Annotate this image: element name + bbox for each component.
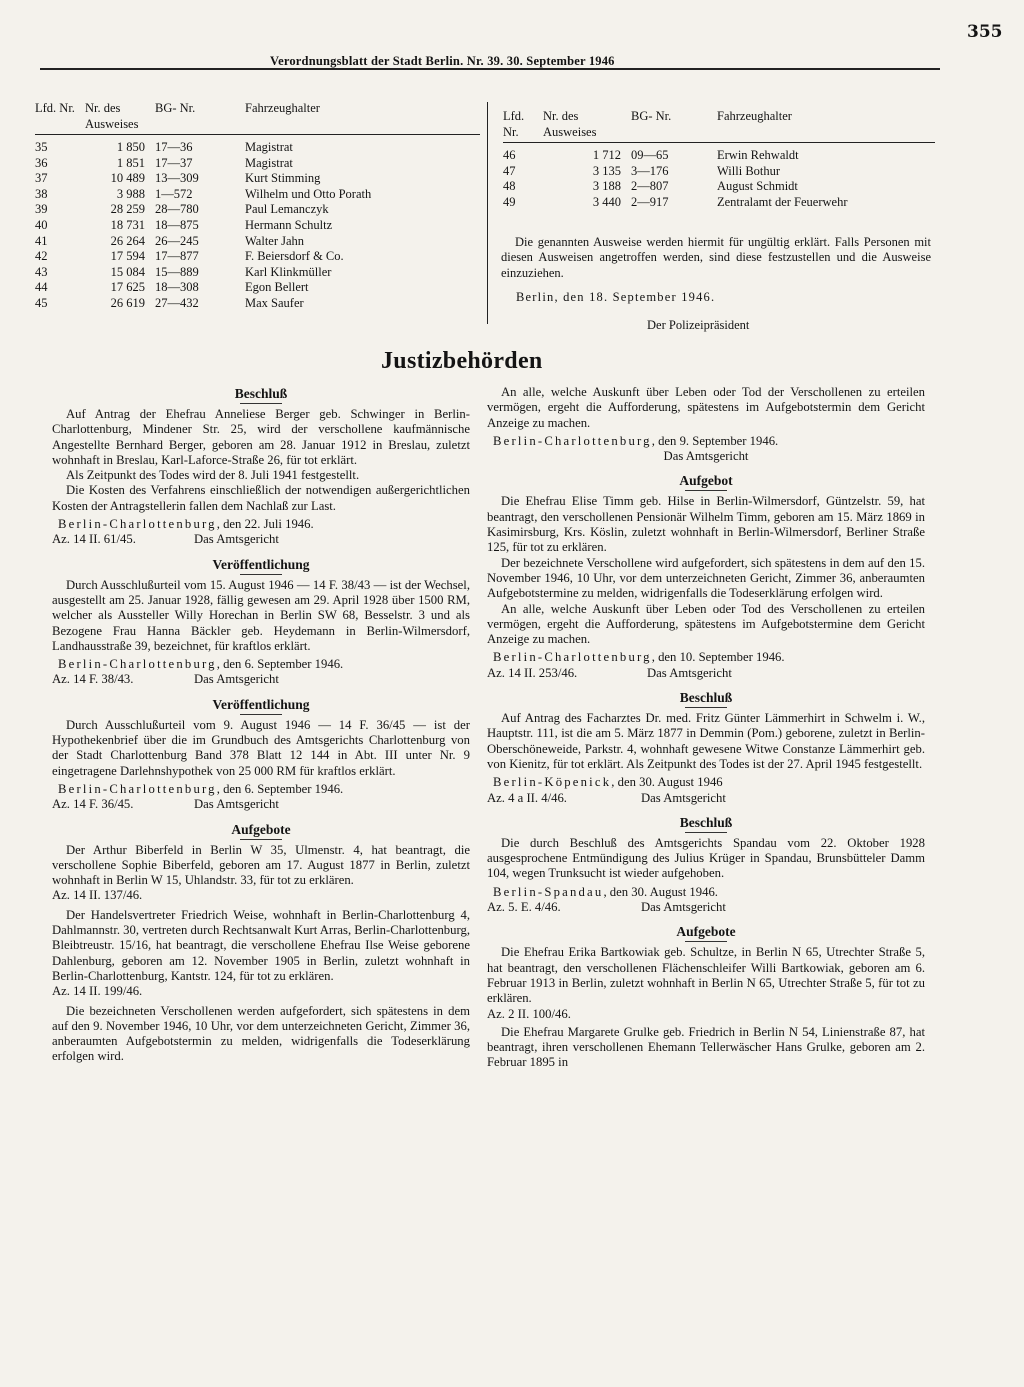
notice-reference: Az. 14 II. 253/46. Das Amtsgericht — [487, 665, 732, 680]
table-row — [35, 187, 480, 203]
notice-text: Die Ehefrau Erika Bartkowiak geb. Schultze, in Berlin N 65, Utrechter Straße 5, hat beantragt, den verschollenen Flächenschleifer Willi Bartkowiak, geboren am 6. Februar 1913 in Berlin, zuletzt wohnhaft in Berlin N 65, Utrechter Straße 5, für tot zu erklären. — [487, 945, 925, 1006]
cell-ausweis: 26 264 — [110, 233, 145, 248]
table-row — [35, 280, 480, 296]
notice-heading: Beschluß — [487, 815, 925, 833]
notice-text: Die Kosten des Verfahrens einschließlich der notwendigen außergerichtlichen Kosten der Antragstellerin fallen dem Nachlaß zur Last. — [52, 483, 470, 513]
notice-reference: Az. 2 II. 100/46. — [487, 1006, 571, 1021]
cell-lfd: 44 — [35, 280, 48, 295]
cell-lfd: 47 — [503, 163, 516, 178]
notice-reference: Az. 14 F. 38/43. Das Amtsgericht — [52, 672, 279, 687]
notice-signature: Berlin-Köpenick, den 30. August 1946 — [493, 775, 723, 790]
cell-ausweis: 1 850 — [116, 140, 145, 154]
cell-halter: Zentralamt der Feuerwehr — [717, 194, 848, 209]
cell-ausweis: 3 440 — [592, 194, 621, 209]
cell-lfd: 37 — [35, 171, 48, 186]
cell-ausweis: 26 619 — [110, 295, 145, 310]
page-number: 355 — [967, 22, 1003, 42]
notice-reference: Az. 4 a II. 4/46. Das Amtsgericht — [487, 790, 726, 805]
notice-beschluss-laemmerhirt — [487, 690, 925, 806]
notice-text: An alle, welche Auskunft über Leben oder Tod des Verschollenen zu erteilen vermögen, ergeht die Aufforderung, spätestens im Aufgebotstermine dem Gericht Anzeige zu machen. — [487, 601, 925, 647]
table-row — [35, 202, 480, 218]
cell-halter: Walter Jahn — [245, 233, 305, 248]
table-row — [35, 249, 480, 265]
notice-beschluss-krueger — [487, 815, 925, 915]
cell-halter: Max Saufer — [245, 295, 304, 310]
notice-signature: Berlin-Charlottenburg, den 6. September 1946. — [58, 781, 344, 796]
notice-text: Die bezeichneten Verschollenen werden aufgefordert, sich spätestens in dem auf den 9. November 1946, 10 Uhr, vor dem unterzeichneten Gericht, Zimmer 36, anberaumten Aufgebotstermin zu melden, widrigenfalls die Todeserklärung erfolgen wird. — [52, 1003, 470, 1064]
notice-reference: Az. 14 F. 36/45. Das Amtsgericht — [52, 797, 279, 812]
cell-halter: Paul Lemanczyk — [245, 202, 329, 217]
notice-signature: Berlin-Spandau, den 30. August 1946. — [493, 884, 718, 899]
notice-text: Durch Ausschlußurteil vom 9. August 1946 — 14 F. 36/45 — ist der Hypothekenbrief über die im Grundbuch des Amtsgerichts Charlottenburg von der Stadt Charlottenburg Band 378 Blatt 12 144 in Abt. III unter Nr. 9 eingetragene Darlehnshypothek von 25 000 RM für kraftlos erklärt. — [52, 717, 470, 778]
notice-heading: Veröffentlichung — [52, 697, 470, 715]
notice-text: Der Handelsvertreter Friedrich Weise, wohnhaft in Berlin-Charlottenburg 4, Dahlmannstr. 30, vertreten durch Rechtsanwalt Kurt Arras, Berlin-Charlottenburg, Bleibtreustr. 15/16, hat beantragt, die verschollene Ehefrau Ilse Weise geborene Dahlenburg, geboren am 12. November 1905 in Berlin, zuletzt wohnhaft in Berlin-Charlottenburg, Kantstr. 124, für tot zu erklären. — [52, 907, 470, 983]
col-header-halter: Fahrzeughalter — [717, 108, 935, 143]
cell-lfd: 49 — [503, 194, 516, 209]
cell-bg: 17—37 — [155, 155, 193, 170]
cell-ausweis: 3 188 — [592, 179, 621, 194]
notice-text: An alle, welche Auskunft über Leben oder Tod der Verschollenen zu erteilen vermögen, ergeht die Aufforderung, spätestens im Aufgebotstermin dem Gericht Anzeige zu machen. — [487, 385, 925, 430]
notice-beschluss-berger — [52, 386, 470, 548]
cell-ausweis: 28 259 — [110, 202, 145, 217]
cell-bg: 26—245 — [155, 233, 199, 248]
notice-text: Als Zeitpunkt des Todes wird der 8. Juli 1941 festgestellt. — [66, 468, 360, 483]
cell-lfd: 46 — [503, 148, 516, 162]
notice-continuation — [487, 385, 925, 464]
notice-signature: Berlin-Charlottenburg, den 10. September 1946. — [493, 650, 785, 665]
cell-bg: 17—36 — [155, 140, 193, 154]
cell-halter: Karl Klinkmüller — [245, 264, 332, 279]
notice-aufgebot-timm — [487, 473, 925, 681]
cell-lfd: 39 — [35, 202, 48, 217]
cell-bg: 09—65 — [631, 148, 669, 162]
notice-signature: Berlin-Charlottenburg, den 6. September 1946. — [58, 657, 344, 672]
cell-bg: 1—572 — [155, 186, 193, 201]
notice-text: Die Ehefrau Margarete Grulke geb. Friedrich in Berlin N 54, Linienstraße 87, hat beantragt, ihren verschollenen Ehemann Tellerwäscher Hans Grulke, geboren am 2. Februar 1895 in — [487, 1024, 925, 1070]
register-authority: Der Polizeipräsident — [647, 318, 750, 332]
vehicle-register-table-left — [35, 100, 480, 312]
cell-lfd: 42 — [35, 249, 48, 264]
table-row — [35, 265, 480, 281]
cell-bg: 3—176 — [631, 163, 669, 178]
notice-text: Der Arthur Biberfeld in Berlin W 35, Ulmenstr. 4, hat beantragt, die verschollene Sophie Biberfeld, geboren am 17. August 1877 in Berlin, zuletzt wohnhaft in Berlin W 15, Uhlandstr. 33, für tot zu erklären. — [52, 842, 470, 888]
cell-bg: 28—780 — [155, 202, 199, 217]
cell-ausweis: 18 731 — [110, 217, 145, 232]
cell-bg: 17—877 — [155, 249, 199, 264]
cell-halter: Kurt Stimming — [245, 171, 321, 186]
table-row — [503, 143, 935, 164]
notice-heading: Veröffentlichung — [52, 557, 470, 575]
cell-halter: Egon Bellert — [245, 280, 309, 295]
cell-bg: 27—432 — [155, 295, 199, 310]
notice-text: Die Ehefrau Elise Timm geb. Hilse in Berlin-Wilmersdorf, Güntzelstr. 59, hat beantragt, den verschollenen Pensionär Wilhelm Timm, geboren am 15. März 1869 in Kasimirsburg, Krs. Köslin, zuletzt wohnhaft in Berlin-Wilmersdorf, Berliner Straße 125, für tot zu erklären. — [487, 494, 925, 555]
cell-bg: 2—807 — [631, 179, 669, 194]
notice-heading: Aufgebot — [487, 473, 925, 491]
notice-heading: Beschluß — [52, 386, 470, 404]
notice-heading: Aufgebote — [487, 924, 925, 942]
cell-halter: Willi Bothur — [717, 163, 781, 178]
notice-aufgebote-right — [487, 924, 925, 1070]
cell-halter: Magistrat — [245, 140, 293, 154]
notice-signature: Berlin-Charlottenburg, den 9. September 1946. — [493, 433, 779, 448]
cell-lfd: 36 — [35, 155, 48, 170]
vehicle-register-table-right — [503, 108, 935, 210]
cell-lfd: 40 — [35, 217, 48, 232]
cell-ausweis: 15 084 — [110, 264, 145, 279]
notice-signature: Berlin-Charlottenburg, den 22. Juli 1946. — [58, 517, 314, 532]
table-row — [35, 171, 480, 187]
col-header-ausweis: Nr. des Ausweises — [85, 100, 155, 135]
col-header-ausweis: Nr. des Ausweises — [543, 108, 631, 143]
cell-halter: August Schmidt — [717, 179, 798, 194]
notice-reference: Az. 14 II. 61/45. Das Amtsgericht — [52, 532, 279, 547]
table-row — [35, 156, 480, 172]
notice-text: Die durch Beschluß des Amtsgerichts Spandau vom 22. Oktober 1928 ausgesprochene Entmündigung des Julius Krüger in Spandau, Brunsbütteler Damm 104, wegen Trunksucht ist wieder aufgehoben. — [487, 835, 925, 881]
notice-heading: Aufgebote — [52, 822, 470, 840]
cell-ausweis: 1 712 — [592, 148, 621, 162]
register-signature: Berlin, den 18. September 1946. — [516, 290, 716, 304]
col-header-lfd: Lfd. Nr. — [503, 108, 543, 143]
cell-ausweis: 17 594 — [110, 249, 145, 264]
col-header-bg: BG- Nr. — [155, 100, 245, 135]
cell-lfd: 43 — [35, 264, 48, 279]
cell-ausweis: 10 489 — [110, 171, 145, 186]
table-row — [503, 164, 935, 180]
table-row — [503, 195, 935, 211]
notice-veroeffentlichung-wechsel — [52, 557, 470, 688]
cell-halter: F. Beiersdorf & Co. — [245, 249, 344, 264]
table-header-row — [503, 108, 935, 143]
column-divider — [487, 102, 488, 324]
cell-halter: Hermann Schultz — [245, 217, 333, 232]
col-header-halter: Fahrzeughalter — [245, 100, 480, 135]
notice-authority: Das Amtsgericht — [663, 449, 749, 464]
cell-bg: 15—889 — [155, 264, 199, 279]
table-row — [35, 218, 480, 234]
cell-ausweis: 17 625 — [110, 280, 145, 295]
table-row — [503, 179, 935, 195]
table-row — [35, 135, 480, 156]
cell-halter: Wilhelm und Otto Porath — [245, 186, 372, 201]
notice-text: Auf Antrag der Ehefrau Anneliese Berger geb. Schwinger in Berlin-Charlottenburg, Mindener Str. 25, wird der verschollene kaufmännische Angestellte Bernhard Berger, geboren am 28. Januar 1912 in Breslau, zuletzt wohnhaft in Breslau, Karl-Laforce-Straße 26, für tot erklärt. — [52, 407, 470, 467]
cell-bg: 13—309 — [155, 171, 199, 186]
table-row — [35, 296, 480, 312]
right-column — [487, 385, 925, 1080]
notice-reference: Az. 14 II. 137/46. — [52, 888, 143, 903]
cell-halter: Magistrat — [245, 155, 293, 170]
left-column — [52, 386, 470, 1074]
notice-veroeffentlichung-hypothek — [52, 697, 470, 813]
running-header: Verordnungsblatt der Stadt Berlin. Nr. 39. 30. September 1946 — [270, 54, 615, 68]
cell-lfd: 45 — [35, 295, 48, 310]
cell-ausweis: 3 988 — [116, 186, 145, 201]
notice-text: Durch Ausschlußurteil vom 15. August 1946 — 14 F. 38/43 — ist der Wechsel, ausgestellt am 25. Januar 1928, fällig gewesen am 29. April 1928 über 1500 RM, welcher als Aussteller Willy Horechan in Berlin SW 68, Besselstr. 3 und als Bezogene Frau Hanna Bäckler geb. Heydemann in Berlin-Wilmersdorf, Landhausstraße 39, bezeichnet, für kraftlos erklärt. — [52, 577, 470, 653]
cell-ausweis: 3 135 — [592, 163, 621, 178]
cell-halter: Erwin Rehwaldt — [717, 148, 799, 162]
notice-text: Auf Antrag des Facharztes Dr. med. Fritz Günter Lämmerhirt in Schwelm i. W., Hauptstr. 111, ist die am 5. März 1877 in Demmin (Pom.) geborene, zuletzt in Berlin-Oberschöneweide, Parkstr. 4, wohnhaft gewesene Witwe Constanze Lämmerhirt geb. von Kienitz, für tot erklärt. Als Zeitpunkt des Todes ist der 27. April 1945 festgestellt. — [487, 711, 925, 771]
cell-bg: 18—875 — [155, 217, 199, 232]
register-note: Die genannten Ausweise werden hiermit für ungültig erklärt. Falls Personen mit diesen Ausweisen angetroffen werden, sind diese festzustellen und die Ausweise einzuziehen. — [501, 235, 931, 280]
col-header-bg: BG- Nr. — [631, 108, 717, 143]
notice-reference: Az. 5. E. 4/46. Das Amtsgericht — [487, 900, 726, 915]
notice-aufgebote-left — [52, 822, 470, 1065]
col-header-lfd: Lfd. Nr. — [35, 100, 85, 135]
cell-lfd: 35 — [35, 140, 48, 154]
cell-bg: 2—917 — [631, 194, 669, 209]
table-header-row — [35, 100, 480, 135]
cell-lfd: 48 — [503, 179, 516, 194]
cell-ausweis: 1 851 — [116, 155, 145, 170]
table-row — [35, 234, 480, 250]
cell-lfd: 38 — [35, 186, 48, 201]
notice-heading: Beschluß — [487, 690, 925, 708]
header-rule — [40, 68, 940, 70]
section-title: Justizbehörden — [381, 348, 543, 374]
notice-reference: Az. 14 II. 199/46. — [52, 984, 143, 999]
notice-text: Der bezeichnete Verschollene wird aufgefordert, sich spätestens in dem auf den 15. November 1946, 10 Uhr, vor dem unterzeichneten Gericht, Zimmer 36, anberaumten Aufgebotstermine zu melden, widrigenfalls die Todeserklärung erfolgen wird. — [487, 555, 925, 601]
cell-lfd: 41 — [35, 233, 48, 248]
cell-bg: 18—308 — [155, 280, 199, 295]
